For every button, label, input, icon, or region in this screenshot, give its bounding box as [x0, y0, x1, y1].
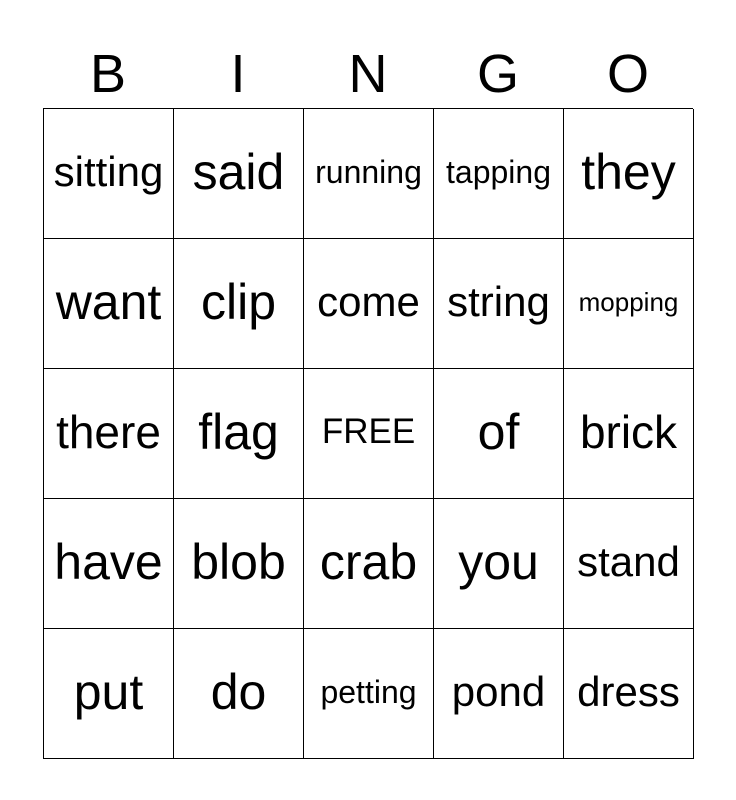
- bingo-cell-r5-c3[interactable]: petting: [304, 629, 434, 759]
- bingo-cell-r2-c5[interactable]: mopping: [564, 239, 694, 369]
- bingo-cell-r1-c5[interactable]: they: [564, 109, 694, 239]
- bingo-cell-free[interactable]: FREE: [304, 369, 434, 499]
- bingo-cell-r5-c2[interactable]: do: [174, 629, 304, 759]
- bingo-cell-r1-c1[interactable]: sitting: [44, 109, 174, 239]
- bingo-cell-r1-c4[interactable]: tapping: [434, 109, 564, 239]
- header-letter-o: O: [606, 44, 649, 104]
- bingo-cell-r2-c2[interactable]: clip: [174, 239, 304, 369]
- bingo-cell-r4-c3[interactable]: crab: [304, 499, 434, 629]
- bingo-cell-r4-c4[interactable]: you: [434, 499, 564, 629]
- bingo-cell-r5-c4[interactable]: pond: [434, 629, 564, 759]
- header-letter-n: N: [348, 44, 388, 104]
- bingo-cell-r3-c1[interactable]: there: [44, 369, 174, 499]
- bingo-cell-r4-c2[interactable]: blob: [174, 499, 304, 629]
- bingo-cell-r4-c1[interactable]: have: [44, 499, 174, 629]
- bingo-cell-r2-c4[interactable]: string: [434, 239, 564, 369]
- bingo-cell-r2-c3[interactable]: come: [304, 239, 434, 369]
- bingo-cell-r4-c5[interactable]: stand: [564, 499, 694, 629]
- bingo-card: [43, 40, 693, 759]
- bingo-cell-r3-c5[interactable]: brick: [564, 369, 694, 499]
- bingo-cell-r2-c1[interactable]: want: [44, 239, 174, 369]
- bingo-header: [43, 40, 693, 108]
- bingo-cell-r1-c3[interactable]: running: [304, 109, 434, 239]
- bingo-cell-r3-c4[interactable]: of: [434, 369, 564, 499]
- header-letter-b: B: [89, 44, 127, 104]
- header-letter-i: I: [230, 44, 246, 104]
- bingo-cell-r5-c1[interactable]: put: [44, 629, 174, 759]
- bingo-grid: [43, 108, 693, 759]
- bingo-cell-r1-c2[interactable]: said: [174, 109, 304, 239]
- bingo-cell-r3-c2[interactable]: flag: [174, 369, 304, 499]
- bingo-cell-r5-c5[interactable]: dress: [564, 629, 694, 759]
- header-letter-g: G: [476, 44, 519, 104]
